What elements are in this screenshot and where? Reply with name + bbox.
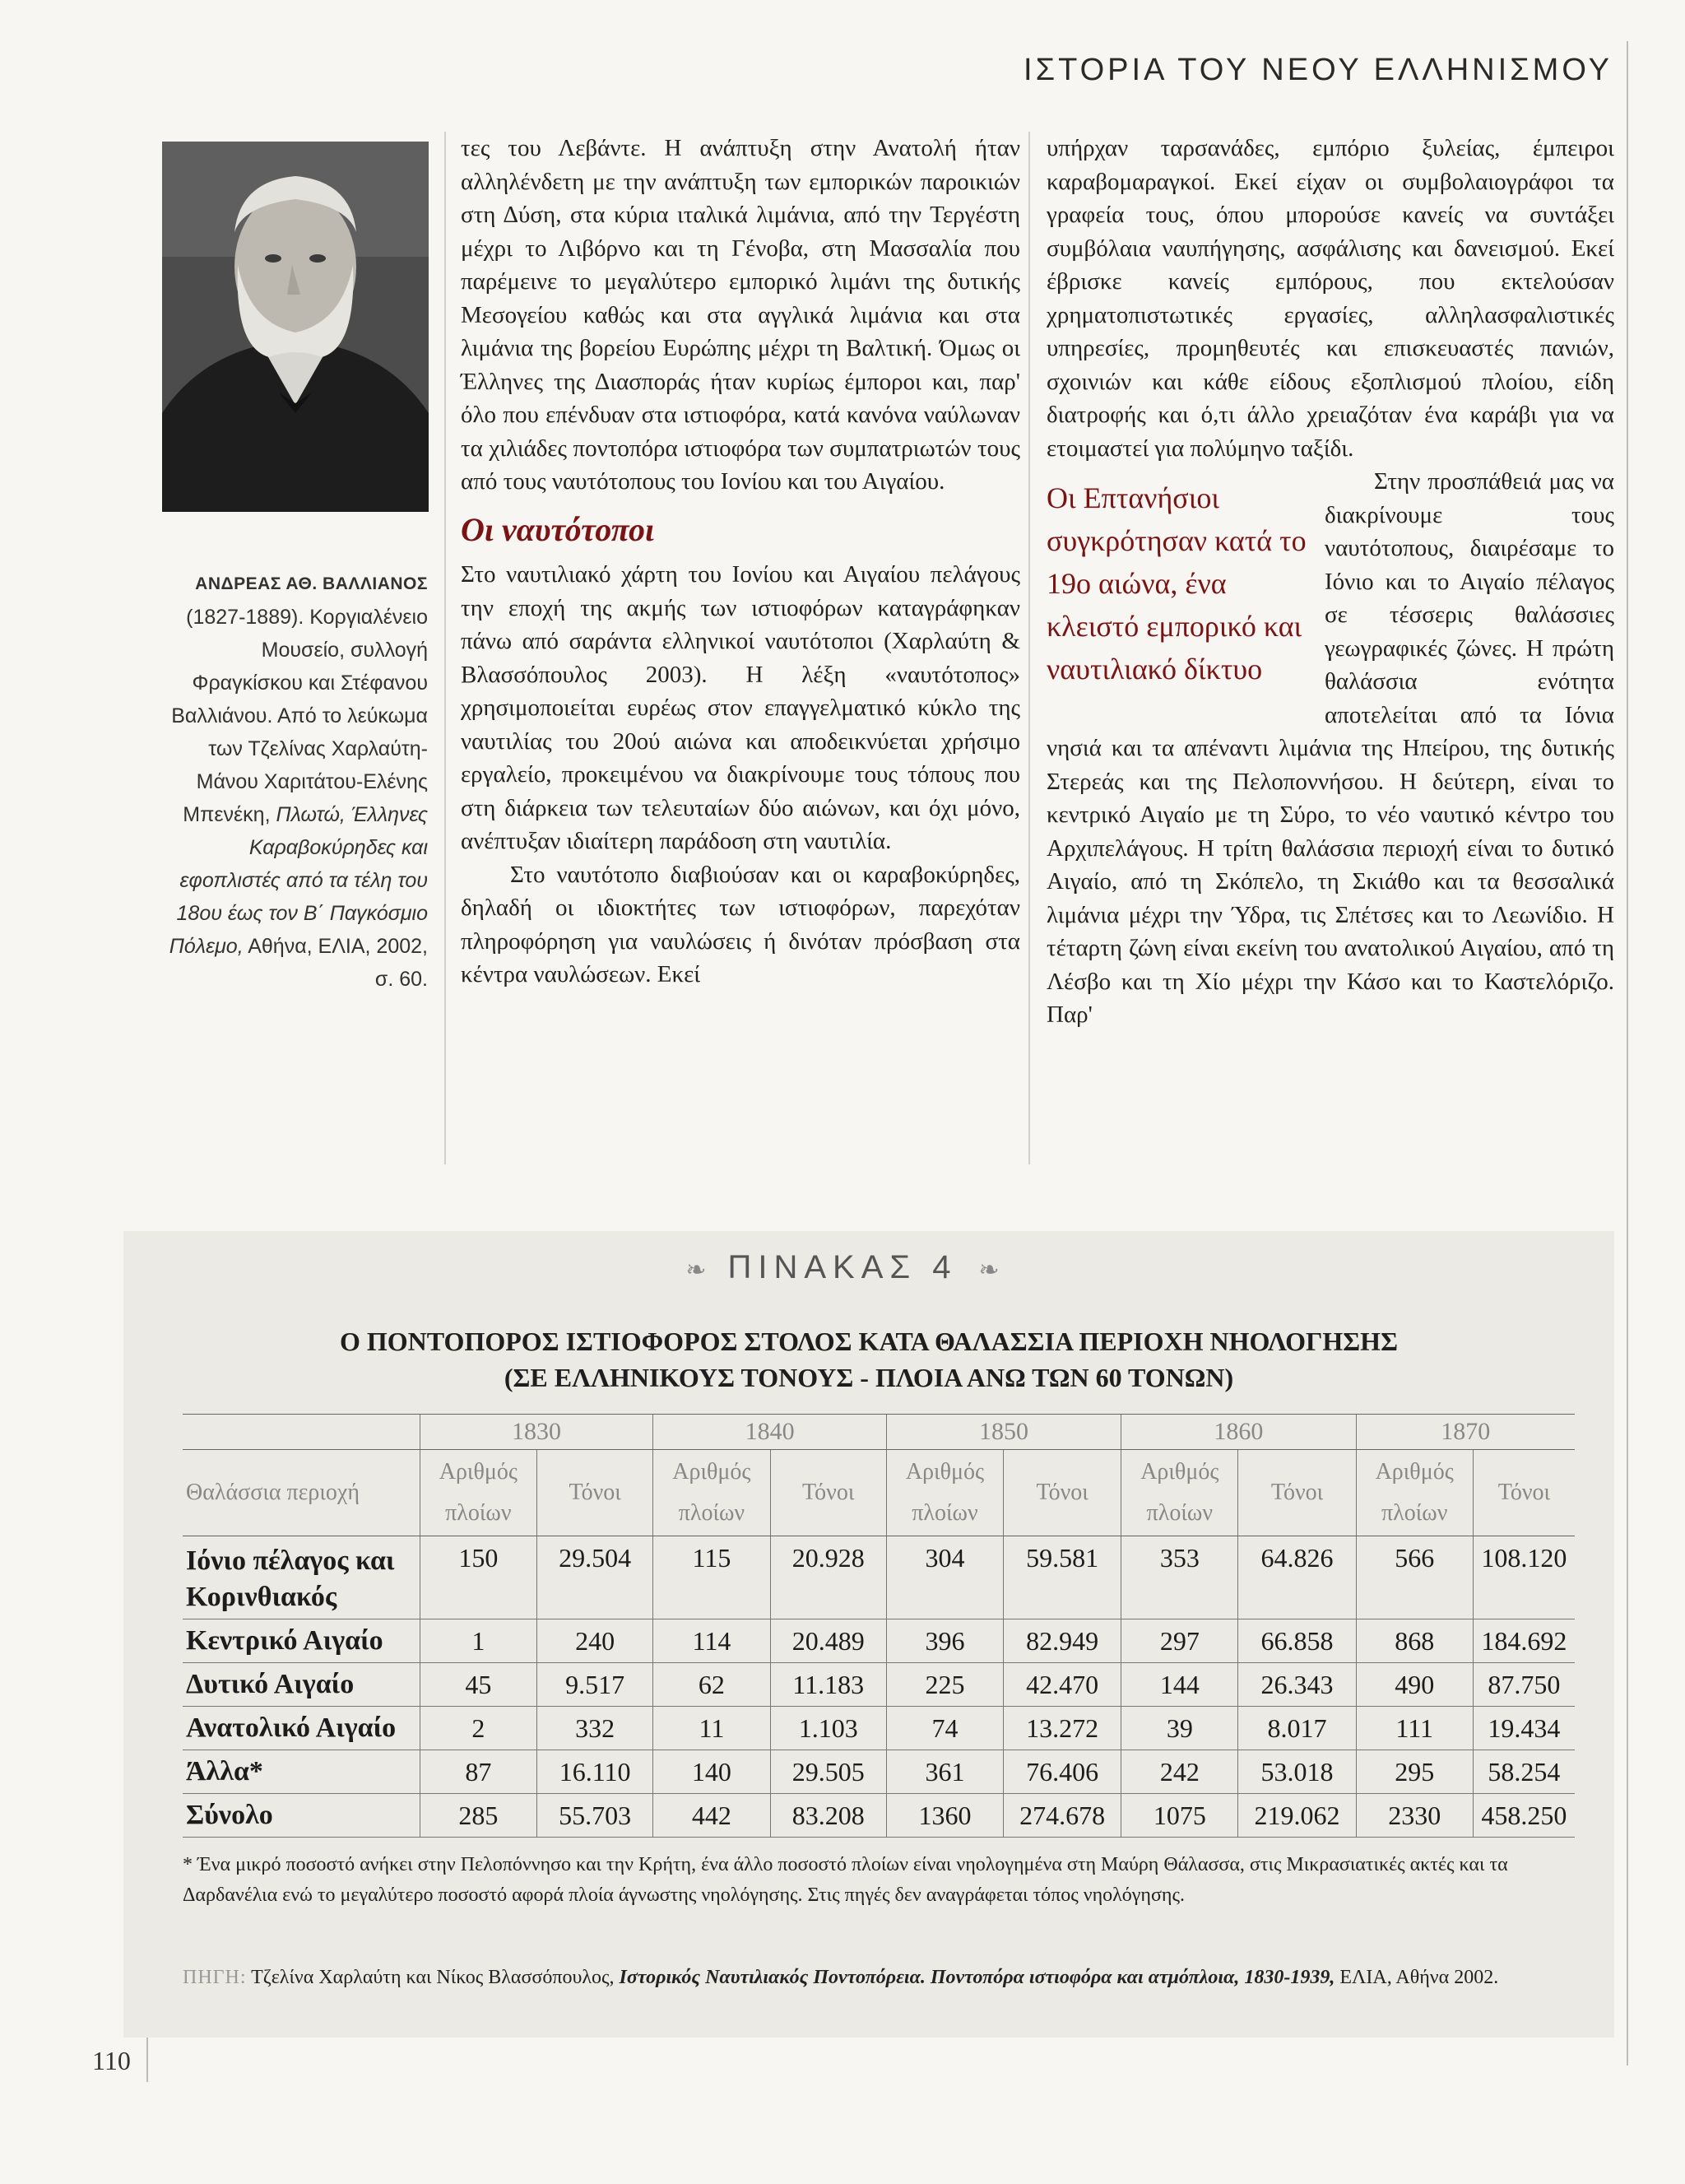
ornament-right-icon: ❧ <box>978 1257 1000 1284</box>
portrait-caption <box>156 566 428 996</box>
page-right-rule <box>1627 41 1628 2066</box>
table-title <box>123 1323 1614 1396</box>
ship-count-cell: 1360 <box>886 1794 1003 1838</box>
table-row <box>183 1794 1575 1838</box>
source-label: ΠΗΓΗ: <box>183 1967 247 1988</box>
tons-header: Τόνοι <box>1238 1450 1356 1536</box>
region-name-cell: Ανατολικό Αιγαίο <box>183 1707 420 1750</box>
body-paragraph: υπήρχαν ταρσανάδες, εμπόριο ξυλείας, έμπειροι καραβομαραγκοί. Εκεί είχαν οι συμβολαιογράφοι τα γραφεία τους, όπου μπορούσε κανείς να συντάξει συμβόλαια ναυπήγησης, ασφάλισης και δανεισμού. Εκεί έβρισκε κανείς εμπόρους, που εκτελούσαν χρηματοπιστωτικές εργασίες, αλληλασφαλιστικές υπηρεσίες, προμηθευτές και επισκευαστές πανιών, σχοινιών και κάθε είδους εξοπλισμού πλοίου, είδη διατροφής και ό,τι άλλο χρειαζόταν ένα καράβι για να ετοιμαστεί για πολύμηνο ταξίδι. <box>1047 135 1614 462</box>
count-header: Αριθμός πλοίων <box>653 1450 770 1536</box>
tonnage-cell: 82.949 <box>1004 1619 1121 1663</box>
ship-count-cell: 225 <box>886 1663 1003 1707</box>
caption-text: (1827-1889). Κοργιαλένειο Μουσείο, συλλογή Φραγκίσκου και Στέφανου Βαλλιάνου. Από το λεύκωμα των Τζελίνας Χαρλαύτη-Μάνου Χαριτάτου-Ελένης Μπενέκη, <box>171 606 428 826</box>
column-rule-left <box>444 132 446 1164</box>
source-publisher: ΕΛΙΑ, Αθήνα 2002. <box>1339 1967 1499 1988</box>
ship-count-cell: 1 <box>420 1619 536 1663</box>
caption-book-title: Πλωτώ, Έλληνες Καραβοκύρηδες και εφοπλιστές από τα τέλη του 18ου έως τον Β΄ Παγκόσμιο Πόλεμο, <box>169 803 428 958</box>
ship-count-cell: 353 <box>1121 1536 1238 1619</box>
table-title-line1: Ο ΠΟΝΤΟΠΟΡΟΣ ΙΣΤΙΟΦΟΡΟΣ ΣΤΟΛΟΣ ΚΑΤΑ ΘΑΛΑΣΣΙΑ ΠΕΡΙΟΧΗ ΝΗΟΛΟΓΗΣΗΣ <box>340 1327 1398 1356</box>
ship-count-cell: 144 <box>1121 1663 1238 1707</box>
ship-count-cell: 2 <box>420 1707 536 1750</box>
fleet-table <box>183 1414 1575 1838</box>
tonnage-cell: 59.581 <box>1004 1536 1121 1619</box>
ship-count-cell: 2330 <box>1356 1794 1473 1838</box>
tons-header: Τόνοι <box>1004 1450 1121 1536</box>
tonnage-cell: 20.928 <box>770 1536 886 1619</box>
tonnage-cell: 16.110 <box>536 1750 652 1794</box>
ship-count-cell: 868 <box>1356 1619 1473 1663</box>
year-header: 1860 <box>1121 1415 1356 1450</box>
table-row <box>183 1619 1575 1663</box>
year-header: 1840 <box>653 1415 887 1450</box>
tonnage-cell: 274.678 <box>1004 1794 1121 1838</box>
year-header: 1870 <box>1356 1415 1575 1450</box>
page-number: 110 <box>92 2046 131 2075</box>
table-title-line2: (ΣΕ ΕΛΛΗΝΙΚΟΥΣ ΤΟΝΟΥΣ - ΠΛΟΙΑ ΑΝΩ ΤΩΝ 60 ΤΟΝΩΝ) <box>504 1363 1234 1392</box>
region-name-cell: Ιόνιο πέλαγος και Κορινθιακός <box>183 1536 420 1619</box>
region-name-cell: Σύνολο <box>183 1794 420 1838</box>
ship-count-cell: 285 <box>420 1794 536 1838</box>
right-column <box>1047 132 1614 1032</box>
ship-count-cell: 114 <box>653 1619 770 1663</box>
count-header: Αριθμός πλοίων <box>1356 1450 1473 1536</box>
ship-count-cell: 62 <box>653 1663 770 1707</box>
ship-count-cell: 39 <box>1121 1707 1238 1750</box>
ship-count-cell: 566 <box>1356 1536 1473 1619</box>
count-header: Αριθμός πλοίων <box>420 1450 536 1536</box>
ship-count-cell: 11 <box>653 1707 770 1750</box>
tonnage-cell: 83.208 <box>770 1794 886 1838</box>
ship-count-cell: 1075 <box>1121 1794 1238 1838</box>
table-label-text: ΠΙΝΑΚΑΣ 4 <box>727 1249 958 1285</box>
table-row <box>183 1750 1575 1794</box>
tonnage-cell: 458.250 <box>1473 1794 1575 1838</box>
ship-count-cell: 87 <box>420 1750 536 1794</box>
ship-count-cell: 115 <box>653 1536 770 1619</box>
column-rule-right <box>1028 132 1030 1164</box>
region-name-cell: Άλλα* <box>183 1750 420 1794</box>
tonnage-cell: 26.343 <box>1238 1663 1356 1707</box>
tonnage-cell: 8.017 <box>1238 1707 1356 1750</box>
ship-count-cell: 140 <box>653 1750 770 1794</box>
tonnage-cell: 11.183 <box>770 1663 886 1707</box>
source-authors: Τζελίνα Χαρλαύτη και Νίκος Βλασσόπουλος, <box>251 1967 615 1988</box>
region-header: Θαλάσσια περιοχή <box>183 1450 420 1536</box>
ship-count-cell: 361 <box>886 1750 1003 1794</box>
body-paragraph: τες του Λεβάντε. Η ανάπτυξη στην Ανατολή ήταν αλληλένδετη με την ανάπτυξη των εμπορικών παροικιών στη Δύση, στα κύρια ιταλικά λιμάνια, από την Τεργέστη μέχρι το Λιβόρνο και τη Γένοβα, στη Μασσαλία που παρέμεινε το μεγαλύτερο εμπορικό λιμάνι της δυτικής Μεσογείου καθώς και στα αγγλικά λιμάνια και στα λιμάνια της βορείου Ευρώπης μέχρι τη Βαλτική. Όμως οι Έλληνες της Διασποράς ήταν κυρίως έμποροι και, παρ' όλο που επένδυαν στα ιστιοφόρα, κατά κανόνα ναύλωναν τα χιλιάδες ποντοπόρα ιστιοφόρα των συμπατριωτών τους από τους ναυτότοπους του Ιονίου και του Αιγαίου. <box>461 135 1020 495</box>
tonnage-cell: 13.272 <box>1004 1707 1121 1750</box>
section-heading: Οι ναυτότοποι <box>461 510 655 548</box>
portrait-photo <box>162 142 429 512</box>
tonnage-cell: 9.517 <box>536 1663 652 1707</box>
body-paragraph: Στην προσπάθειά μας να διακρίνουμε τους ναυτότοπους, διαιρέσαμε το Ιόνιο και το Αιγαίο πέλαγος σε τέσσερις θαλάσσιες γεωγραφικές ζώνες. Η πρώτη θαλάσσια ενότητα αποτελείται από τα Ιόνια νησιά και τα απέναντι λιμάνια της Ηπείρου, της δυτικής Στερεάς και της Πελοποννήσου. Η δεύτερη, είναι το κεντρικό Αιγαίο με τη Σύρο, το νέο ναυτικό κέντρο του Αρχιπελάγους. Η τρίτη θαλάσσια περιοχή είναι το δυτικό Αιγαίο, από τη Σκόπελο, τη Σκιάθο και τα θεσσαλικά λιμάνια μέχρι την Ύδρα, τις Σπέτσες και το Λεωνίδιο. Η τέταρτη ζώνη είναι εκείνη του ανατολικού Αιγαίου, από τη Λέσβο και τη Χίο μέχρι την Κάσο και το Καστελόριζο. Παρ' <box>1047 468 1614 1028</box>
tons-header: Τόνοι <box>536 1450 652 1536</box>
ship-count-cell: 295 <box>1356 1750 1473 1794</box>
table-label <box>0 1249 1685 1286</box>
caption-name: ΑΝΔΡΕΑΣ ΑΘ. ΒΑΛΛΙΑΝΟΣ <box>195 574 428 593</box>
middle-column <box>461 132 1020 992</box>
tonnage-cell: 29.504 <box>536 1536 652 1619</box>
ship-count-cell: 150 <box>420 1536 536 1619</box>
region-name-cell: Κεντρικό Αιγαίο <box>183 1619 420 1663</box>
table-row <box>183 1663 1575 1707</box>
table-footnote: * Ένα μικρό ποσοστό ανήκει στην Πελοπόννησο και την Κρήτη, ένα άλλο ποσοστό πλοίων είναι νηολογημένα στη Μαύρη Θάλασσα, στις Μικρασιατικές ακτές και τα Δαρδανέλια ενώ το μεγαλύτερο ποσοστό αφορά πλοία άγνωστης νηολόγησης. Στις πηγές δεν αναγράφεται τόπος νηολόγησης. <box>183 1854 1508 1906</box>
tonnage-cell: 184.692 <box>1473 1619 1575 1663</box>
tonnage-cell: 66.858 <box>1238 1619 1356 1663</box>
tonnage-cell: 19.434 <box>1473 1707 1575 1750</box>
year-header: 1830 <box>420 1415 653 1450</box>
tonnage-cell: 53.018 <box>1238 1750 1356 1794</box>
tonnage-cell: 87.750 <box>1473 1663 1575 1707</box>
tonnage-cell: 332 <box>536 1707 652 1750</box>
count-header: Αριθμός πλοίων <box>1121 1450 1238 1536</box>
year-header: 1850 <box>886 1415 1121 1450</box>
table-source <box>183 1962 1581 1993</box>
ship-count-cell: 242 <box>1121 1750 1238 1794</box>
body-paragraph: Στο ναυτότοπο διαβιούσαν και οι καραβοκύρηδες, δηλαδή οι ιδιοκτήτες των ιστιοφόρων, παρεχόταν πληροφόρηση για ναυλώσεις ή δινόταν πρόσβαση στα κέντρα ναυλώσεων. Εκεί <box>461 861 1020 987</box>
ship-count-cell: 442 <box>653 1794 770 1838</box>
ship-count-cell: 304 <box>886 1536 1003 1619</box>
tons-header: Τόνοι <box>1473 1450 1575 1536</box>
caption-publisher: Αθήνα, ΕΛΙΑ, 2002, σ. 60. <box>248 935 428 991</box>
tonnage-cell: 58.254 <box>1473 1750 1575 1794</box>
ship-count-cell: 297 <box>1121 1619 1238 1663</box>
tonnage-cell: 219.062 <box>1238 1794 1356 1838</box>
ship-count-cell: 45 <box>420 1663 536 1707</box>
tons-header: Τόνοι <box>770 1450 886 1536</box>
ship-count-cell: 396 <box>886 1619 1003 1663</box>
tonnage-cell: 108.120 <box>1473 1536 1575 1619</box>
count-header: Αριθμός πλοίων <box>886 1450 1003 1536</box>
tonnage-cell: 55.703 <box>536 1794 652 1838</box>
ornament-left-icon: ❧ <box>685 1257 707 1284</box>
source-title: Ιστορικός Ναυτιλιακός Ποντοπόρεια. Ποντοπόρα ιστιοφόρα και ατμόπλοια, 1830-1939, <box>619 1967 1335 1988</box>
ship-count-cell: 490 <box>1356 1663 1473 1707</box>
running-title: ΙΣΤΟΡΙΑ ΤΟΥ ΝΕΟΥ ΕΛΛΗΝΙΣΜΟΥ <box>1024 53 1613 87</box>
tonnage-cell: 76.406 <box>1004 1750 1121 1794</box>
body-paragraph: Στο ναυτιλιακό χάρτη του Ιονίου και Αιγαίου πελάγους την εποχή της ακμής των ιστιοφόρων καταγράφηκαν πάνω από σαράντα ελληνικοί ναυτότοποι (Χαρλαύτη & Βλασσόπουλος 2003). Η λέξη «ναυτότοπος» χρησιμοποιείται ευρέως στον επαγγελματικό κύκλο της ναυτιλίας του 20ού αιώνα και αποδεικνύεται χρήσιμο εργαλείο, προκειμένου να διακρίνουμε τους τόπους που στη διάρκεια των τελευταίων δύο αιώνων, και όχι μόνο, ανέπτυξαν ιδιαίτερη παράδοση στη ναυτιλία. <box>461 561 1020 854</box>
tonnage-cell: 29.505 <box>770 1750 886 1794</box>
ship-count-cell: 111 <box>1356 1707 1473 1750</box>
tonnage-cell: 1.103 <box>770 1707 886 1750</box>
tonnage-cell: 64.826 <box>1238 1536 1356 1619</box>
table-row <box>183 1707 1575 1750</box>
tonnage-cell: 20.489 <box>770 1619 886 1663</box>
ship-count-cell: 74 <box>886 1707 1003 1750</box>
tonnage-cell: 42.470 <box>1004 1663 1121 1707</box>
region-name-cell: Δυτικό Αιγαίο <box>183 1663 420 1707</box>
pull-quote: Οι Επτανήσιοι συγκρότησαν κατά το 19ο αιώνα, ένα κλειστό εμπορικό και ναυτιλιακό δίκτυο <box>1047 481 1307 685</box>
tonnage-cell: 240 <box>536 1619 652 1663</box>
table-row <box>183 1536 1575 1619</box>
